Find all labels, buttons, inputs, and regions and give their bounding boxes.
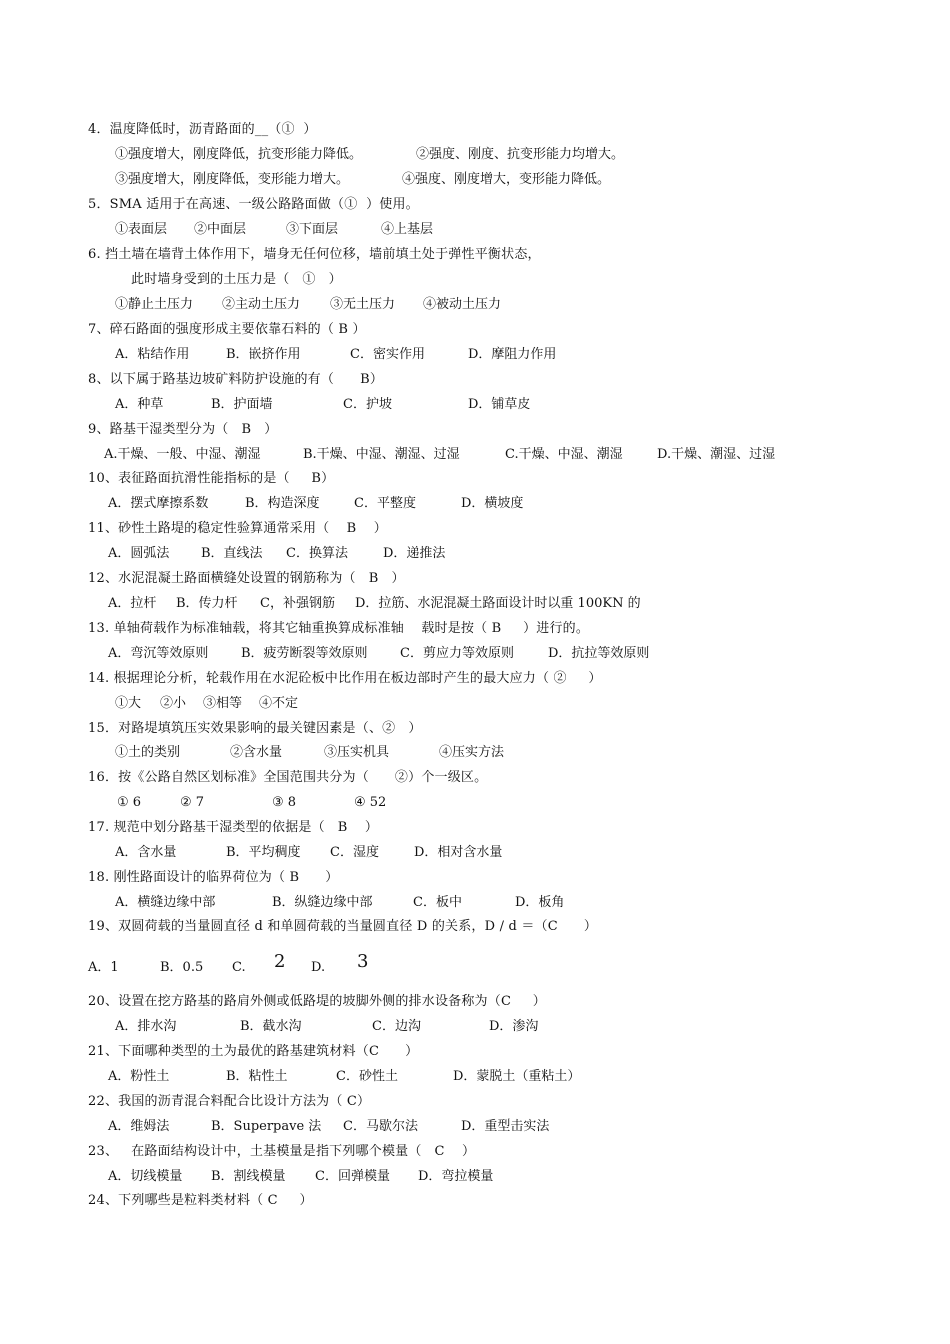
- q14-option-3: ③相等: [203, 696, 243, 711]
- question-6-stem-continued: 此时墙身受到的土压力是（ ① ）: [131, 272, 342, 287]
- q10-option-d: D．横坡度: [461, 496, 524, 511]
- question-11-stem: 11、砂性土路堤的稳定性验算通常采用（ B ）: [88, 521, 387, 536]
- question-17-stem: 17. 规范中划分路基干湿类型的依据是（ B ）: [88, 820, 379, 835]
- q14-option-1: ①大: [115, 696, 142, 711]
- question-23-stem: 23、 在路面结构设计中，土基模量是指下列哪个模量（ C ）: [88, 1144, 476, 1159]
- q21-option-b: B．粘性土: [226, 1069, 288, 1084]
- q23-option-d: D．弯拉模量: [418, 1169, 494, 1184]
- question-5-stem: 5．SMA 适用于在高速、一级公路路面做（① ）使用。: [88, 197, 419, 212]
- q8-option-b: B．护面墙: [211, 397, 273, 412]
- q17-option-d: D．相对含水量: [414, 845, 503, 860]
- q11-option-a: A．圆弧法: [108, 546, 170, 561]
- q13-option-d: D．抗拉等效原则: [548, 646, 650, 661]
- q19-option-d: D.: [311, 960, 326, 975]
- q17-option-c: C．湿度: [330, 845, 379, 860]
- q19-option-d-value: 3: [357, 951, 369, 972]
- q17-option-b: B．平均稠度: [226, 845, 301, 860]
- q6-option-3: ③无土压力: [330, 297, 396, 312]
- q11-option-c: C．换算法: [286, 546, 348, 561]
- q9-option-b: B.干燥、中湿、潮湿、过湿: [303, 447, 460, 462]
- q19-option-b: B．0.5: [160, 960, 204, 975]
- q19-option-c-value: 2: [274, 951, 286, 972]
- question-4-stem: 4．温度降低时，沥青路面的__（① ）: [88, 122, 317, 137]
- q23-option-b: B．割线模量: [211, 1169, 286, 1184]
- q11-option-d: D．递推法: [383, 546, 446, 561]
- q5-option-3: ③下面层: [286, 222, 339, 237]
- q5-option-2: ②中面层: [194, 222, 247, 237]
- q16-option-3: ③ 8: [272, 795, 297, 810]
- q18-option-d: D．板角: [515, 895, 565, 910]
- question-20-stem: 20、设置在挖方路基的路肩外侧或低路堤的坡脚外侧的排水设备称为（C ）: [88, 994, 546, 1009]
- q21-option-a: A．粉性土: [108, 1069, 170, 1084]
- q18-option-b: B．纵缝边缘中部: [272, 895, 373, 910]
- question-15-stem: 15．对路堤填筑压实效果影响的最关键因素是（、② ）: [88, 721, 422, 736]
- q7-option-d: D．摩阻力作用: [468, 347, 557, 362]
- q16-option-2: ② 7: [180, 795, 205, 810]
- q6-option-1: ①静止土压力: [115, 297, 194, 312]
- q9-option-a: A.干燥、一般、中湿、潮湿: [104, 447, 261, 462]
- q4-option-3: ③强度增大，刚度降低，变形能力增大。: [115, 172, 350, 187]
- q8-option-a: A．种草: [115, 397, 164, 412]
- q7-option-b: B．嵌挤作用: [226, 347, 301, 362]
- q23-option-a: A．切线模量: [108, 1169, 183, 1184]
- q20-option-c: C．边沟: [372, 1019, 421, 1034]
- q15-option-3: ③压实机具: [324, 745, 390, 760]
- q5-option-1: ①表面层: [115, 222, 168, 237]
- q9-option-c: C.干燥、中湿、潮湿: [505, 447, 623, 462]
- q21-option-c: C．砂性土: [336, 1069, 398, 1084]
- q22-option-c: C．马歇尔法: [343, 1119, 418, 1134]
- q10-option-c: C．平整度: [354, 496, 416, 511]
- q12-option-d: D．拉筋、水泥混凝土路面设计时以重 100KN 的: [355, 596, 641, 611]
- q8-option-c: C．护坡: [343, 397, 392, 412]
- q13-option-c: C．剪应力等效原则: [400, 646, 514, 661]
- q6-option-4: ④被动土压力: [423, 297, 502, 312]
- question-19-stem: 19、双圆荷载的当量圆直径 d 和单圆荷载的当量圆直径 D 的关系，D / d ＝（C ）: [88, 919, 598, 934]
- q4-option-4: ④强度、刚度增大，变形能力降低。: [402, 172, 611, 187]
- q22-option-d: D．重型击实法: [461, 1119, 550, 1134]
- q19-option-a: A．1: [88, 960, 119, 975]
- question-8-stem: 8、以下属于路基边坡矿料防护设施的有（ B）: [88, 372, 384, 387]
- q15-option-2: ②含水量: [230, 745, 283, 760]
- question-9-stem: 9、路基干湿类型分为（ B ）: [88, 422, 278, 437]
- q16-option-4: ④ 52: [354, 795, 387, 810]
- q6-option-2: ②主动土压力: [222, 297, 301, 312]
- q17-option-a: A．含水量: [115, 845, 177, 860]
- q15-option-4: ④压实方法: [439, 745, 505, 760]
- q14-option-4: ④不定: [259, 696, 299, 711]
- q22-option-a: A．维姆法: [108, 1119, 170, 1134]
- question-21-stem: 21、下面哪种类型的土为最优的路基建筑材料（C ）: [88, 1044, 419, 1059]
- q8-option-d: D．铺草皮: [468, 397, 531, 412]
- question-6-stem: 6. 挡土墙在墙背土体作用下，墙身无任何位移，墙前填土处于弹性平衡状态，: [88, 247, 541, 262]
- q5-option-4: ④上基层: [381, 222, 434, 237]
- q4-option-2: ②强度、刚度、抗变形能力均增大。: [416, 147, 625, 162]
- question-16-stem: 16．按《公路自然区划标准》全国范围共分为（ ②）个一级区。: [88, 770, 488, 785]
- q20-option-b: B．截水沟: [240, 1019, 302, 1034]
- q10-option-b: B．构造深度: [245, 496, 320, 511]
- q22-option-b: B．Superpave 法: [211, 1119, 322, 1134]
- q10-option-a: A．摆式摩擦系数: [108, 496, 209, 511]
- question-22-stem: 22、我国的沥青混合料配合比设计方法为（ C）: [88, 1094, 371, 1109]
- q21-option-d: D．蒙脱土（重粘土）: [453, 1069, 581, 1084]
- question-24-stem: 24、下列哪些是粒料类材料（ C ）: [88, 1193, 313, 1208]
- question-13-stem: 13. 单轴荷载作为标准轴载，将其它轴重换算成标准轴 载时是按（ B ）进行的。: [88, 621, 590, 636]
- q19-option-c: C.: [232, 960, 246, 975]
- question-12-stem: 12、水泥混凝土路面横缝处设置的钢筋称为（ B ）: [88, 571, 405, 586]
- question-18-stem: 18. 刚性路面设计的临界荷位为（ B ）: [88, 870, 339, 885]
- q14-option-2: ②小: [160, 696, 187, 711]
- q23-option-c: C．回弹模量: [315, 1169, 390, 1184]
- q11-option-b: B．直线法: [201, 546, 263, 561]
- question-14-stem: 14. 根据理论分析，轮载作用在水泥砼板中比作用在板边部时产生的最大应力（ ② ）: [88, 671, 602, 686]
- q7-option-c: C．密实作用: [350, 347, 425, 362]
- q13-option-b: B．疲劳断裂等效原则: [241, 646, 368, 661]
- q20-option-d: D．渗沟: [489, 1019, 539, 1034]
- question-10-stem: 10、表征路面抗滑性能指标的是（ B）: [88, 471, 335, 486]
- q9-option-d: D.干燥、潮湿、过湿: [657, 447, 776, 462]
- q12-option-b: B．传力杆: [176, 596, 238, 611]
- q13-option-a: A．弯沉等效原则: [108, 646, 209, 661]
- q15-option-1: ①土的类别: [115, 745, 181, 760]
- q12-option-a: A．拉杆: [108, 596, 157, 611]
- q20-option-a: A．排水沟: [115, 1019, 177, 1034]
- q4-option-1: ①强度增大，刚度降低，抗变形能力降低。: [115, 147, 363, 162]
- q7-option-a: A．粘结作用: [115, 347, 190, 362]
- question-7-stem: 7、碎石路面的强度形成主要依靠石料的（ B ）: [88, 322, 366, 337]
- q18-option-c: C．板中: [413, 895, 462, 910]
- q12-option-c: C，补强钢筋: [260, 596, 335, 611]
- q16-option-1: ① 6: [117, 795, 142, 810]
- q18-option-a: A．横缝边缘中部: [115, 895, 216, 910]
